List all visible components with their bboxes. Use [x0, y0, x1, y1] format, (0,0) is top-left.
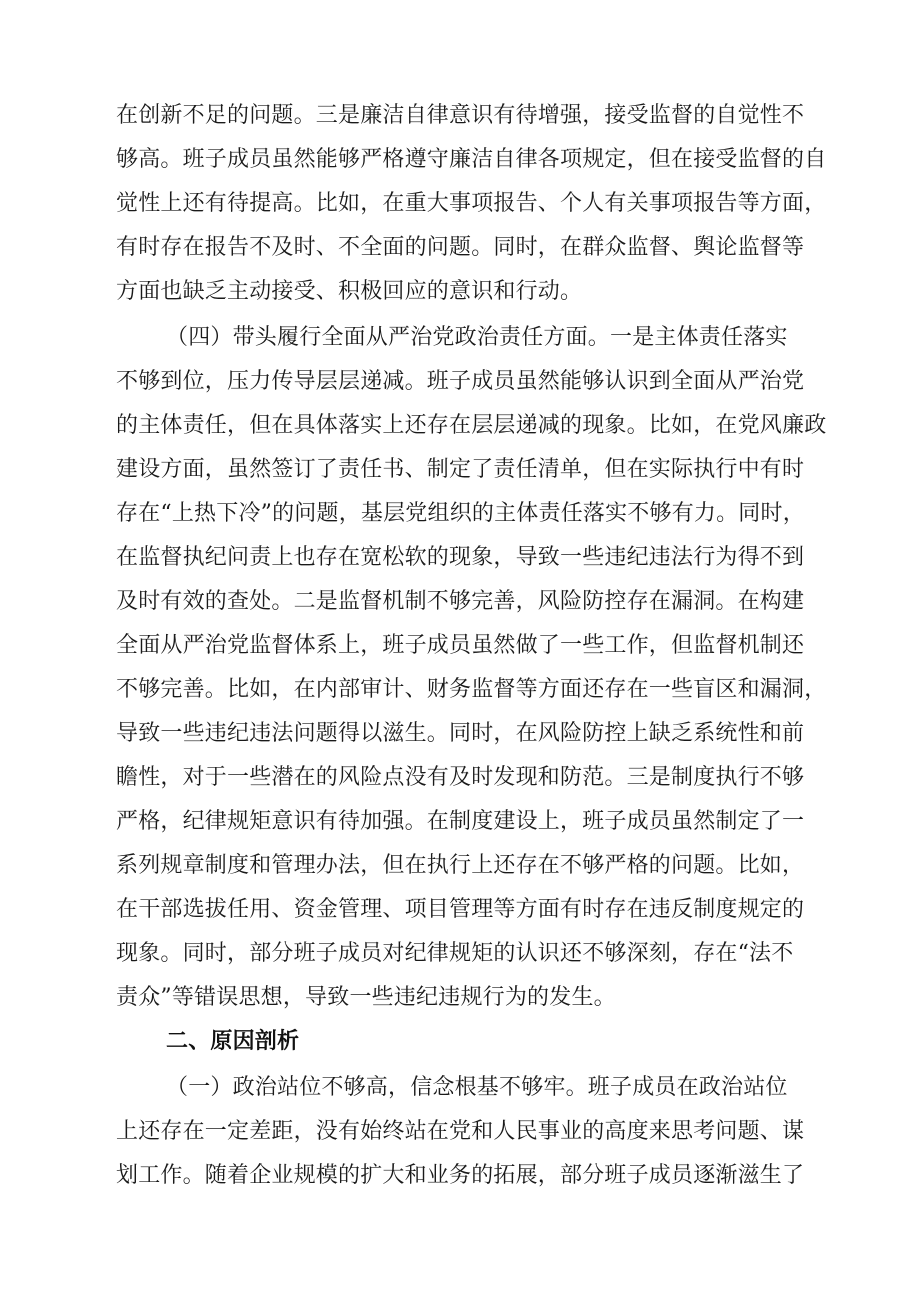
text-line: 建设方面，虽然签订了责任书、制定了责任清单，但在实际执行中有时: [116, 457, 805, 482]
text-line: 现象。同时，部分班子成员对纪律规矩的认识还不够深刻，存在“法不: [116, 941, 794, 966]
text-line: 存在“上热下冷”的问题，基层党组织的主体责任落实不够有力。同时，: [116, 501, 805, 526]
section-paragraph-start: （四）带头履行全面从严治党政治责任方面。一是主体责任落实: [166, 325, 788, 350]
text-line: 的主体责任，但在具体落实上还存在层层递减的现象。比如，在党风廉政: [116, 413, 827, 438]
text-line: 责众”等错误思想，导致一些违纪违规行为的发生。: [116, 985, 616, 1010]
text-line: 不够完善。比如，在内部审计、财务监督等方面还存在一些盲区和漏洞，: [116, 677, 827, 702]
text-line: 有时存在报告不及时、不全面的问题。同时，在群众监督、舆论监督等: [116, 235, 805, 260]
text-line: 在干部选拔任用、资金管理、项目管理等方面有时存在违反制度规定的: [116, 897, 805, 922]
text-line: 严格，纪律规矩意识有待加强。在制度建设上，班子成员虽然制定了一: [116, 809, 805, 834]
text-line: 全面从严治党监督体系上，班子成员虽然做了一些工作，但监督机制还: [116, 633, 805, 658]
text-line: 够高。班子成员虽然能够严格遵守廉洁自律各项规定，但在接受监督的自: [116, 147, 827, 172]
text-line: 瞻性，对于一些潜在的风险点没有及时发现和防范。三是制度执行不够: [116, 765, 805, 790]
text-line: 不够到位，压力传导层层递减。班子成员虽然能够认识到全面从严治党: [116, 369, 805, 394]
text-line: 上还存在一定差距，没有始终站在党和人民事业的高度来思考问题、谋: [116, 1119, 805, 1144]
text-line: 及时有效的查处。二是监督机制不够完善，风险防控存在漏洞。在构建: [116, 589, 805, 614]
text-line: 导致一些违纪违法问题得以滋生。同时，在风险防控上缺乏系统性和前: [116, 721, 805, 746]
section-heading: 二、原因剖析: [166, 1029, 300, 1054]
text-line: 在监督执纪问责上也存在宽松软的现象，导致一些违纪违法行为得不到: [116, 545, 805, 570]
text-line: 方面也缺乏主动接受、积极回应的意识和行动。: [116, 279, 583, 304]
section-paragraph-start: （一）政治站位不够高，信念根基不够牢。班子成员在政治站位: [166, 1075, 788, 1100]
text-line: 划工作。随着企业规模的扩大和业务的拓展，部分班子成员逐渐滋生了: [116, 1163, 805, 1188]
text-line: 觉性上还有待提高。比如，在重大事项报告、个人有关事项报告等方面，: [116, 191, 827, 216]
text-line: 在创新不足的问题。三是廉洁自律意识有待增强，接受监督的自觉性不: [116, 103, 805, 128]
text-line: 系列规章制度和管理办法，但在执行上还存在不够严格的问题。比如，: [116, 853, 805, 878]
